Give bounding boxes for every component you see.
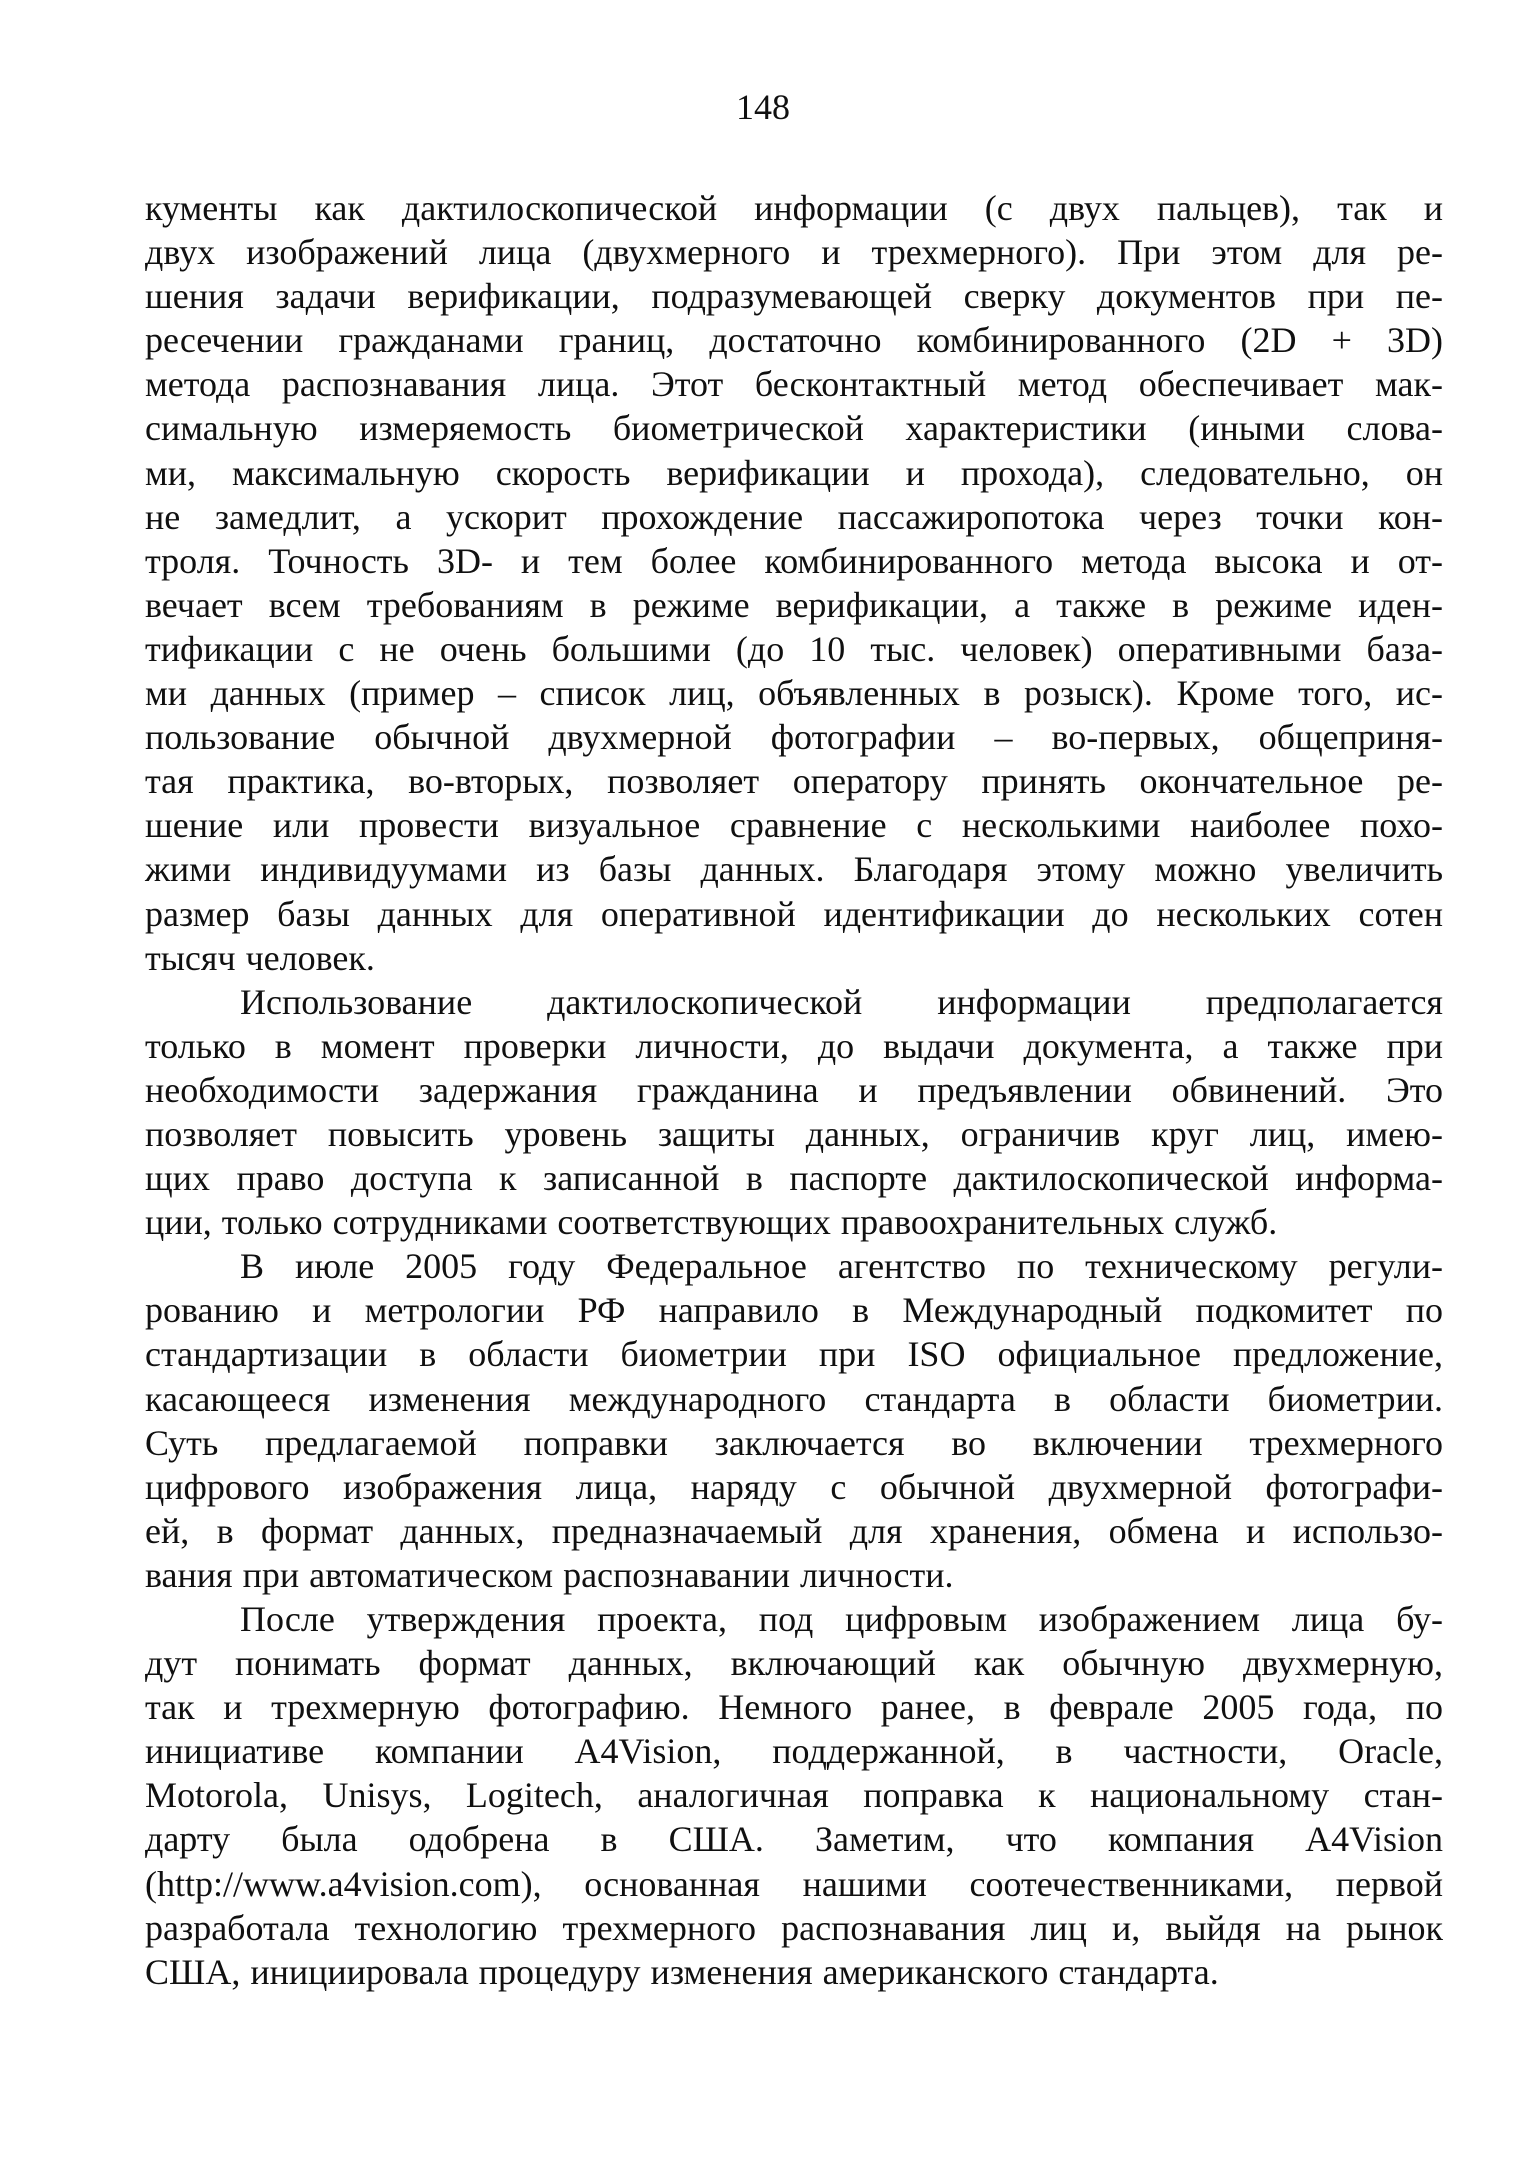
- text-line: ции, только сотрудниками соответствующих правоохранительных служб.: [145, 1202, 1278, 1243]
- text-line: тификации с не очень большими (до 10 тыс. человек) оперативными база-: [145, 628, 1443, 669]
- text-line: дарту была одобрена в США. Заметим, что компания A4Vision: [145, 1819, 1443, 1860]
- text-line: пользование обычной двухмерной фотографии – во-первых, общеприня-: [145, 717, 1443, 758]
- text-line: метода распознавания лица. Этот бесконтактный метод обеспечивает мак-: [145, 364, 1443, 405]
- text-line: только в момент проверки личности, до выдачи документа, а также при: [145, 1025, 1443, 1066]
- text-line: позволяет повысить уровень защиты данных, ограничив круг лиц, имею-: [145, 1113, 1443, 1154]
- text-line: Суть предлагаемой поправки заключается во включении трехмерного: [145, 1422, 1443, 1463]
- text-line: касающееся изменения международного стандарта в области биометрии.: [145, 1378, 1443, 1419]
- text-line: необходимости задержания гражданина и предъявлении обвинений. Это: [145, 1069, 1443, 1110]
- text-line: двух изображений лица (двухмерного и трехмерного). При этом для ре-: [145, 232, 1443, 273]
- text-line: не замедлит, а ускорит прохождение пассажиропотока через точки кон-: [145, 496, 1443, 537]
- text-line: вечает всем требованиям в режиме верификации, а также в режиме иден-: [145, 584, 1443, 625]
- text-line: размер базы данных для оперативной идентификации до нескольких сотен: [145, 893, 1443, 934]
- text-line: так и трехмерную фотографию. Немного ранее, в феврале 2005 года, по: [145, 1687, 1443, 1728]
- text-line: ей, в формат данных, предназначаемый для хранения, обмена и использо-: [145, 1510, 1443, 1551]
- text-line: США, инициировала процедуру изменения американского стандарта.: [145, 1951, 1219, 1992]
- text-line: дут понимать формат данных, включающий как обычную двухмерную,: [145, 1643, 1443, 1684]
- text-line: ресечении гражданами границ, достаточно комбинированного (2D + 3D): [145, 320, 1443, 361]
- paragraph-2: [145, 980, 1443, 1245]
- text-line: рованию и метрологии РФ направило в Международный подкомитет по: [145, 1290, 1443, 1331]
- text-line: Использование дактилоскопической информации предполагается: [240, 981, 1443, 1022]
- text-line: (http://www.a4vision.com), основанная нашими соотечественниками, первой: [145, 1863, 1443, 1904]
- text-line: Motorola, Unisys, Logitech, аналогичная поправка к национальному стан-: [145, 1775, 1443, 1816]
- text-line: цифрового изображения лица, наряду с обычной двухмерной фотографи-: [145, 1466, 1443, 1507]
- paragraph-1: [145, 186, 1443, 980]
- text-line: После утверждения проекта, под цифровым изображением лица бу-: [240, 1599, 1443, 1639]
- text-line: вания при автоматическом распознавании личности.: [145, 1554, 954, 1595]
- text-line: стандартизации в области биометрии при ISO официальное предложение,: [145, 1334, 1443, 1375]
- text-line: щих право доступа к записанной в паспорте дактилоскопической информа-: [145, 1158, 1443, 1199]
- text-line: кументы как дактилоскопической информации (с двух пальцев), так и: [145, 188, 1443, 228]
- text-line: инициативе компании A4Vision, поддержанной, в частности, Oracle,: [145, 1731, 1443, 1772]
- text-line: ми, максимальную скорость верификации и прохода), следовательно, он: [145, 452, 1443, 493]
- paragraph-3: [145, 1244, 1443, 1597]
- body-text: [145, 186, 1443, 1994]
- text-line: тая практика, во-вторых, позволяет оператору принять окончательное ре-: [145, 761, 1443, 802]
- text-line: шение или провести визуальное сравнение с несколькими наиболее похо-: [145, 805, 1443, 846]
- page-number: 148: [736, 87, 790, 127]
- text-line: тысяч человек.: [145, 937, 375, 978]
- text-line: шения задачи верификации, подразумевающей сверку документов при пе-: [145, 276, 1443, 317]
- text-line: разработала технологию трехмерного распознавания лиц и, выйдя на рынок: [145, 1907, 1443, 1948]
- paragraph-4: [145, 1597, 1443, 1994]
- text-line: В июле 2005 году Федеральное агентство по техническому регули-: [240, 1246, 1443, 1287]
- text-line: жими индивидуумами из базы данных. Благодаря этому можно увеличить: [145, 849, 1443, 890]
- text-line: симальную измеряемость биометрической характеристики (иными слова-: [145, 408, 1443, 449]
- text-line: троля. Точность 3D- и тем более комбинированного метода высока и от-: [145, 540, 1443, 581]
- text-line: ми данных (пример – список лиц, объявленных в розыск). Кроме того, ис-: [145, 673, 1443, 714]
